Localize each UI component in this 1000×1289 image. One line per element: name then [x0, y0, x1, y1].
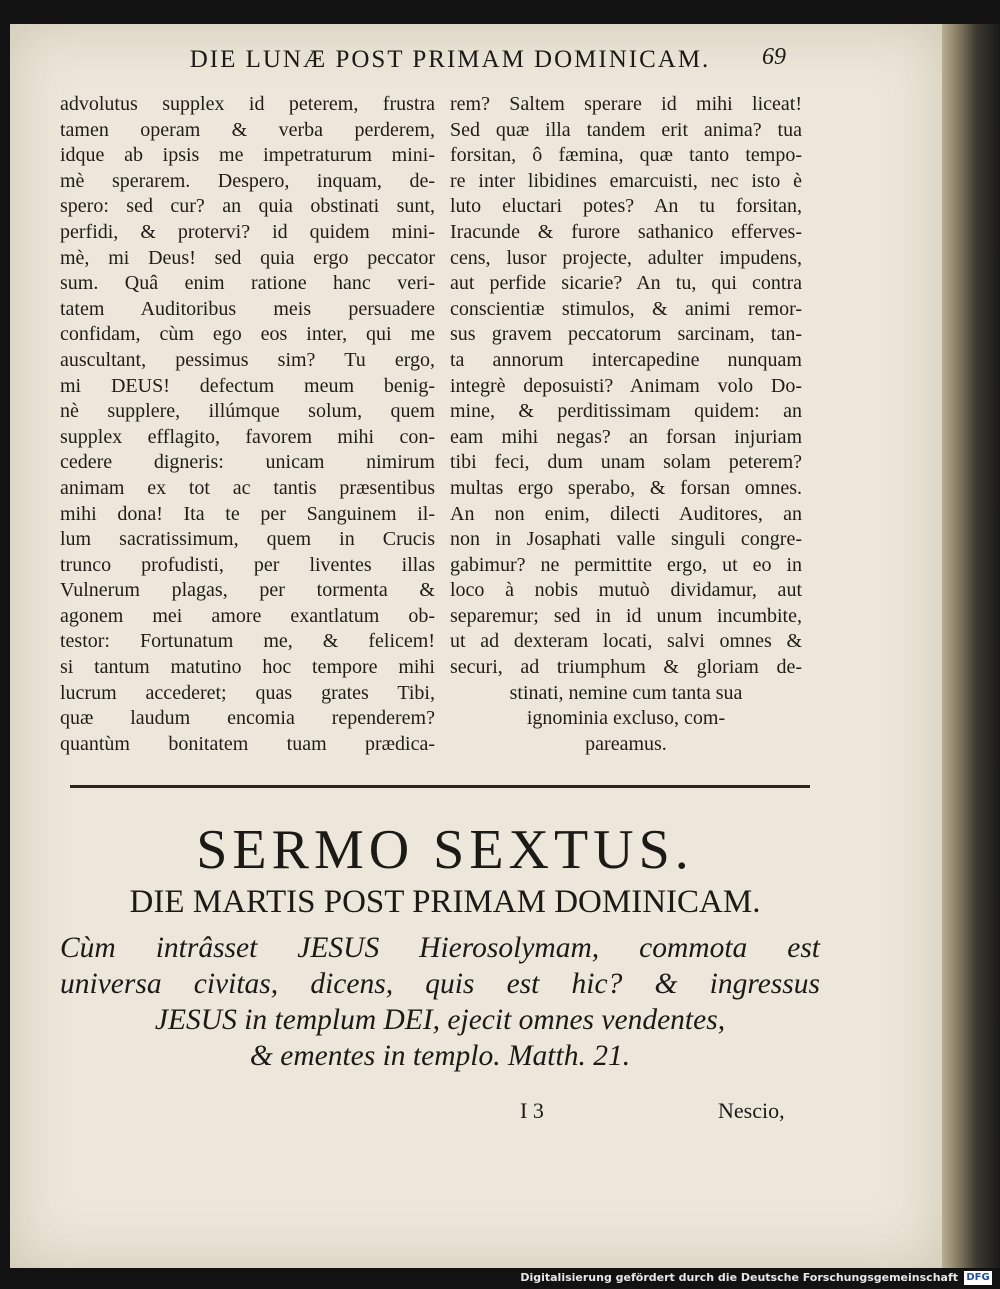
right-text-column [450, 92, 802, 757]
text-line: aut perfide sicarie? An tu, qui contra [450, 272, 802, 295]
scripture-quote [60, 930, 820, 1074]
text-line: rem? Saltem sperare id mihi liceat! [450, 93, 802, 115]
text-line: gabimur? ne permittite ergo, ut eo in [450, 553, 802, 576]
text-line: Sed quæ illa tandem erit anima? tua [450, 118, 802, 141]
scripture-line: Cùm intrâsset JESUS Hierosolymam, commota est [60, 932, 820, 964]
text-line: eam mihi negas? an forsan injuriam [450, 425, 802, 448]
scripture-line: universa civitas, dicens, quis est hic? & ingressus [60, 968, 820, 1000]
text-line: sus gravem peccatorum sarcinam, tan- [450, 323, 802, 346]
left-text-column [60, 92, 435, 757]
text-line: confidam, cùm ego eos inter, qui me [60, 323, 435, 346]
sermon-subtitle: DIE MARTIS POST PRIMAM DOMINICAM. [129, 884, 761, 920]
text-line: mè sperarem. Despero, inquam, de- [60, 169, 435, 192]
text-line: securi, ad triumphum & gloriam de- [450, 656, 802, 679]
page-number: 69 [762, 44, 786, 70]
scripture-line: JESUS in templum DEI, ejecit omnes vendentes, [154, 1004, 726, 1036]
text-line: stinati, nemine cum tanta sua [509, 681, 743, 704]
scripture-line: & ementes in templo. Matth. 21. [249, 1040, 631, 1072]
text-line: multas ergo sperabo, & forsan omnes. [450, 476, 802, 499]
text-line: lucrum accederet; quas grates Tibi, [60, 681, 435, 704]
text-line: supplex efflagito, favorem mihi con- [60, 425, 435, 448]
text-line: tatem Auditoribus meis persuadere [60, 297, 435, 320]
section-divider [70, 785, 810, 788]
text-line: pareamus. [585, 732, 667, 755]
text-line: An non enim, dilecti Auditores, an [450, 502, 802, 525]
text-line: separemur; sed in id unum incumbite, [450, 604, 802, 627]
text-line: testor: Fortunatum me, & felicem! [60, 630, 435, 653]
text-line: integrè deposuisti? Animam volo Do- [450, 374, 802, 397]
text-line: idque ab ipsis me impetraturum mini- [60, 144, 435, 167]
text-line: si tantum matutino hoc tempore mihi [60, 656, 435, 679]
text-line: tamen operam & verba perderem, [60, 118, 435, 141]
text-line: advolutus supplex id peterem, frustra [60, 93, 435, 115]
text-line: tibi feci, dum unam solam peterem? [450, 451, 802, 474]
text-line: quæ laudum encomia rependerem? [60, 707, 435, 730]
funding-credit: Digitalisierung gefördert durch die Deutsche Forschungsgemeinschaft [520, 1271, 958, 1284]
dfg-logo: DFG [964, 1271, 992, 1285]
signature-mark: I 3 [520, 1098, 544, 1123]
text-line: mè, mi Deus! sed quia ergo peccator [60, 246, 435, 269]
text-line: lum sacratissimum, quem in Crucis [60, 528, 435, 551]
text-line: conscientiæ stimulos, & animi remor- [450, 297, 802, 320]
running-title: DIE LUNÆ POST PRIMAM DOMINICAM. [189, 46, 711, 73]
text-line: perfidi, & protervi? id quidem mini- [60, 220, 435, 243]
page-edge-shadow [942, 24, 1000, 1268]
text-line: forsitan, ô fæmina, quæ tanto tempo- [450, 144, 802, 167]
text-line: mine, & perditissimam quidem: an [450, 400, 802, 423]
text-line: cens, lusor projecte, adulter impudens, [450, 246, 802, 269]
text-line: mi DEUS! defectum meum benig- [60, 374, 435, 397]
text-line: spero: sed cur? an quia obstinati sunt, [60, 195, 435, 218]
text-line: nè supplere, illúmque solum, quem [60, 400, 435, 423]
text-line: non in Josaphati valle singuli congre- [450, 528, 802, 551]
text-line: ignominia excluso, com- [526, 707, 726, 730]
text-line: loco à nobis mutuò dividamur, aut [450, 579, 802, 602]
text-line: agonem mei amore exantlatum ob- [60, 604, 435, 627]
text-line: animam ex tot ac tantis præsentibus [60, 476, 435, 499]
text-line: Vulnerum plagas, per tormenta & [60, 579, 435, 602]
catchword: Nescio, [718, 1098, 785, 1123]
text-line: Iracunde & furore sathanico efferves- [450, 220, 802, 243]
text-line: luto eluctari potes? An tu forsitan, [450, 195, 802, 218]
text-line: cedere digneris: unicam nimirum [60, 451, 435, 474]
text-line: quantùm bonitatem tuam prædica- [60, 732, 435, 755]
text-line: trunco profudisti, per liventes illas [60, 553, 435, 576]
text-line: sum. Quâ enim ratione hanc veri- [60, 272, 435, 295]
text-line: mihi dona! Ita te per Sanguinem il- [60, 502, 435, 525]
sermon-title: SERMO SEXTUS. [196, 819, 694, 881]
text-line: ut ad dexteram locati, salvi omnes & [450, 630, 802, 653]
text-line: ta annorum intercapedine nunquam [450, 348, 802, 371]
text-line: re inter libidines emarcuisti, nec isto è [450, 169, 802, 192]
footer-bar [0, 1268, 1000, 1289]
text-line: auscultant, pessimus sim? Tu ergo, [60, 348, 435, 371]
